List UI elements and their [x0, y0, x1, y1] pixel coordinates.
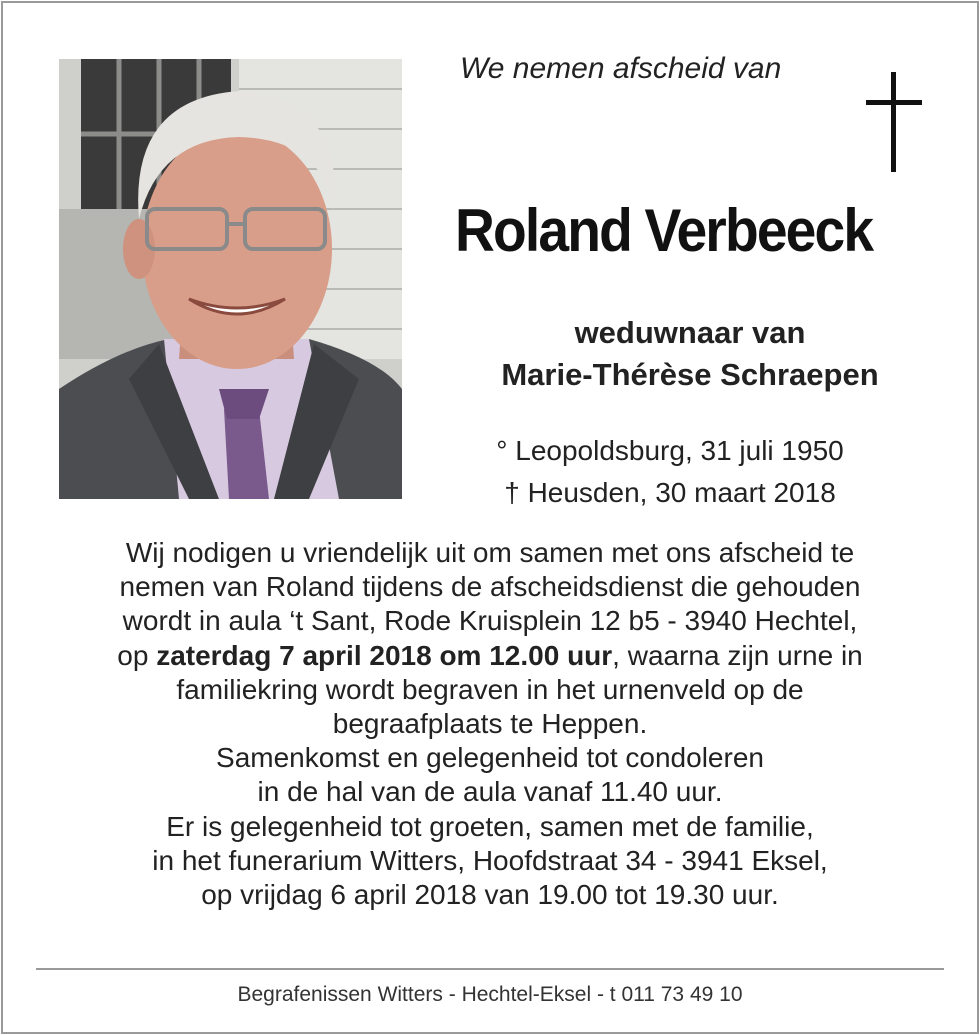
body-line: Samenkomst en gelegenheid tot condoleren [216, 742, 764, 774]
body-line: wordt in aula ‘t Sant, Rode Kruisplein 12 b5 - 3940 Hechtel, [122, 605, 858, 637]
body-line: nemen van Roland tijdens de afscheidsdienst die gehouden [119, 571, 861, 603]
body-line: in de hal van de aula vanaf 11.40 uur. [257, 776, 723, 808]
spouse-name: Marie-Thérèse Schraepen [501, 357, 879, 392]
life-dates [420, 430, 920, 514]
body-line: familiekring wordt begraven in het urnenveld op de [176, 673, 804, 705]
body-line-pre: op [117, 639, 149, 671]
body-line: begraafplaats te Heppen. [332, 708, 648, 740]
intro-text: We nemen afscheid van [460, 52, 782, 85]
body-line [30, 639, 950, 673]
ceremony-text [30, 536, 950, 912]
spouse-label: weduwnaar van [574, 315, 806, 350]
cross-icon [866, 72, 922, 172]
body-line: Wij nodigen u vriendelijk uit om samen met ons afscheid te [125, 537, 855, 568]
footer-text: Begrafenissen Witters - Hechtel-Eksel - t 011 73 49 10 [237, 983, 743, 1006]
body-line-post: , waarna zijn urne in [612, 639, 863, 671]
body-line: Er is gelegenheid tot groeten, samen met de familie, [166, 810, 814, 842]
death-date: † Heusden, 30 maart 2018 [504, 477, 836, 508]
deceased-name: Roland Verbeeck [455, 197, 873, 264]
footer-divider [36, 968, 944, 970]
body-line: op vrijdag 6 april 2018 van 19.00 tot 19.30 uur. [201, 879, 779, 911]
ceremony-datetime: zaterdag 7 april 2018 om 12.00 uur [156, 639, 613, 671]
birth-date: ° Leopoldsburg, 31 juli 1950 [496, 435, 844, 466]
body-line: in het funerarium Witters, Hoofdstraat 34 - 3941 Eksel, [152, 844, 828, 876]
spouse-block [420, 312, 960, 396]
portrait-photo [59, 59, 402, 499]
